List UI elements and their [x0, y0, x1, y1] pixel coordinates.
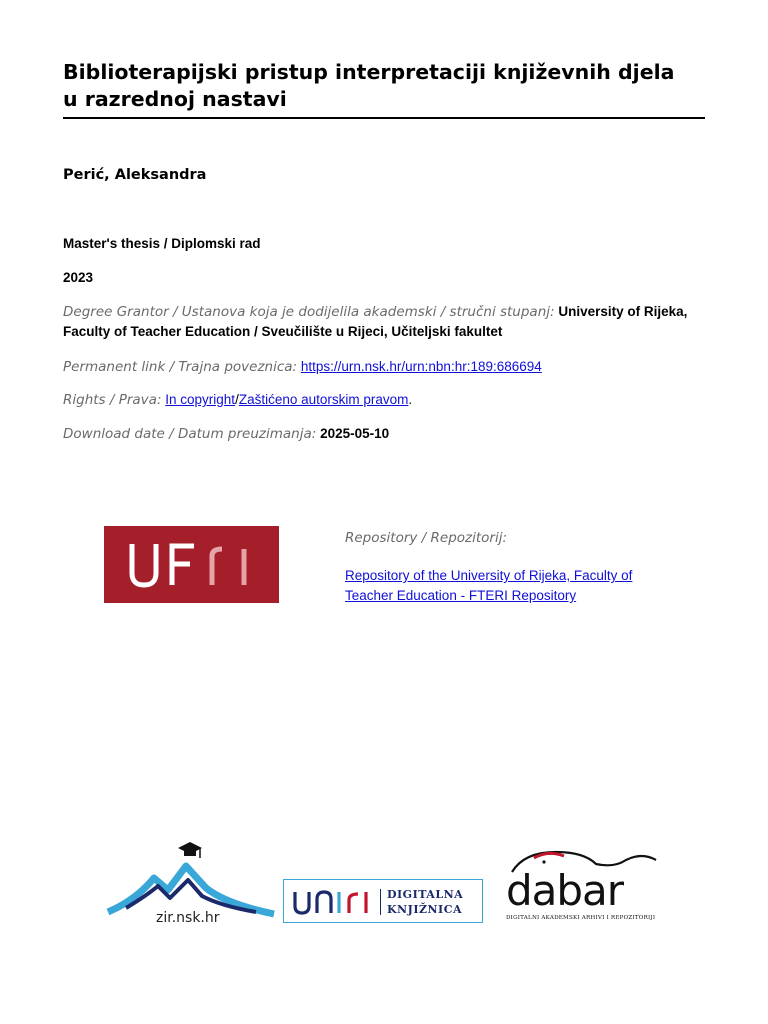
repository-link-block	[345, 566, 675, 606]
rights-link-hr[interactable]: Zaštićeno autorskim pravom	[238, 392, 409, 407]
author-name: Perić, Aleksandra	[63, 167, 207, 183]
zir-label: zir.nsk.hr	[156, 910, 220, 926]
uniri-logo	[283, 879, 483, 923]
ufri-logo-mark	[104, 526, 279, 603]
rights	[63, 390, 703, 410]
permanent-link	[63, 357, 703, 377]
permanent-link-label: Permanent link / Trajna poveznica:	[63, 359, 298, 375]
rights-link-en[interactable]: In copyright	[165, 392, 236, 407]
repository-label: Repository / Repozitorij:	[345, 530, 508, 546]
download-date-value: 2025-05-10	[320, 426, 390, 441]
uniri-caption-line-1: DIGITALNA	[387, 888, 464, 901]
uniri-letters-icon	[292, 884, 378, 918]
title-divider	[63, 117, 705, 119]
title-line-2: u razrednoj nastavi	[63, 87, 287, 111]
rights-suffix: .	[408, 392, 413, 407]
dabar-logo	[504, 846, 664, 928]
dabar-wordmark: dabar	[506, 866, 624, 915]
uniri-caption	[387, 887, 463, 917]
rights-label: Rights / Prava:	[63, 392, 162, 408]
degree-grantor	[63, 302, 703, 342]
download-date	[63, 424, 703, 444]
uniri-divider	[380, 889, 381, 915]
thesis-type: Master's thesis / Diplomski rad	[63, 236, 261, 251]
document-title	[63, 59, 713, 113]
rights-separator: /	[235, 392, 239, 407]
uniri-wordmark	[292, 884, 378, 925]
zir-logo	[106, 838, 281, 930]
degree-grantor-value: University of Rijeka, Faculty of Teacher Education / Sveučilište u Rijeci, Učiteljski fakultet	[63, 304, 688, 339]
permanent-link-url[interactable]: https://urn.nsk.hr/urn:nbn:hr:189:686694	[300, 359, 542, 374]
dabar-subtitle: DIGITALNI AKADEMSKI ARHIVI I REPOZITORIJI	[506, 915, 656, 921]
repository-link[interactable]: Repository of the University of Rijeka, Faculty of Teacher Education - FTERI Repository	[345, 568, 633, 603]
publication-year: 2023	[63, 270, 94, 285]
title-line-1: Biblioterapijski pristup interpretaciji književnih djela	[63, 60, 675, 84]
repository-label-row	[345, 528, 665, 548]
degree-grantor-label: Degree Grantor / Ustanova koja je dodijelila akademski / stručni stupanj:	[63, 304, 555, 320]
download-date-label: Download date / Datum preuzimanja:	[63, 426, 317, 442]
uniri-caption-line-2: KNJIŽNICA	[387, 903, 462, 916]
ufri-logo	[104, 526, 279, 603]
